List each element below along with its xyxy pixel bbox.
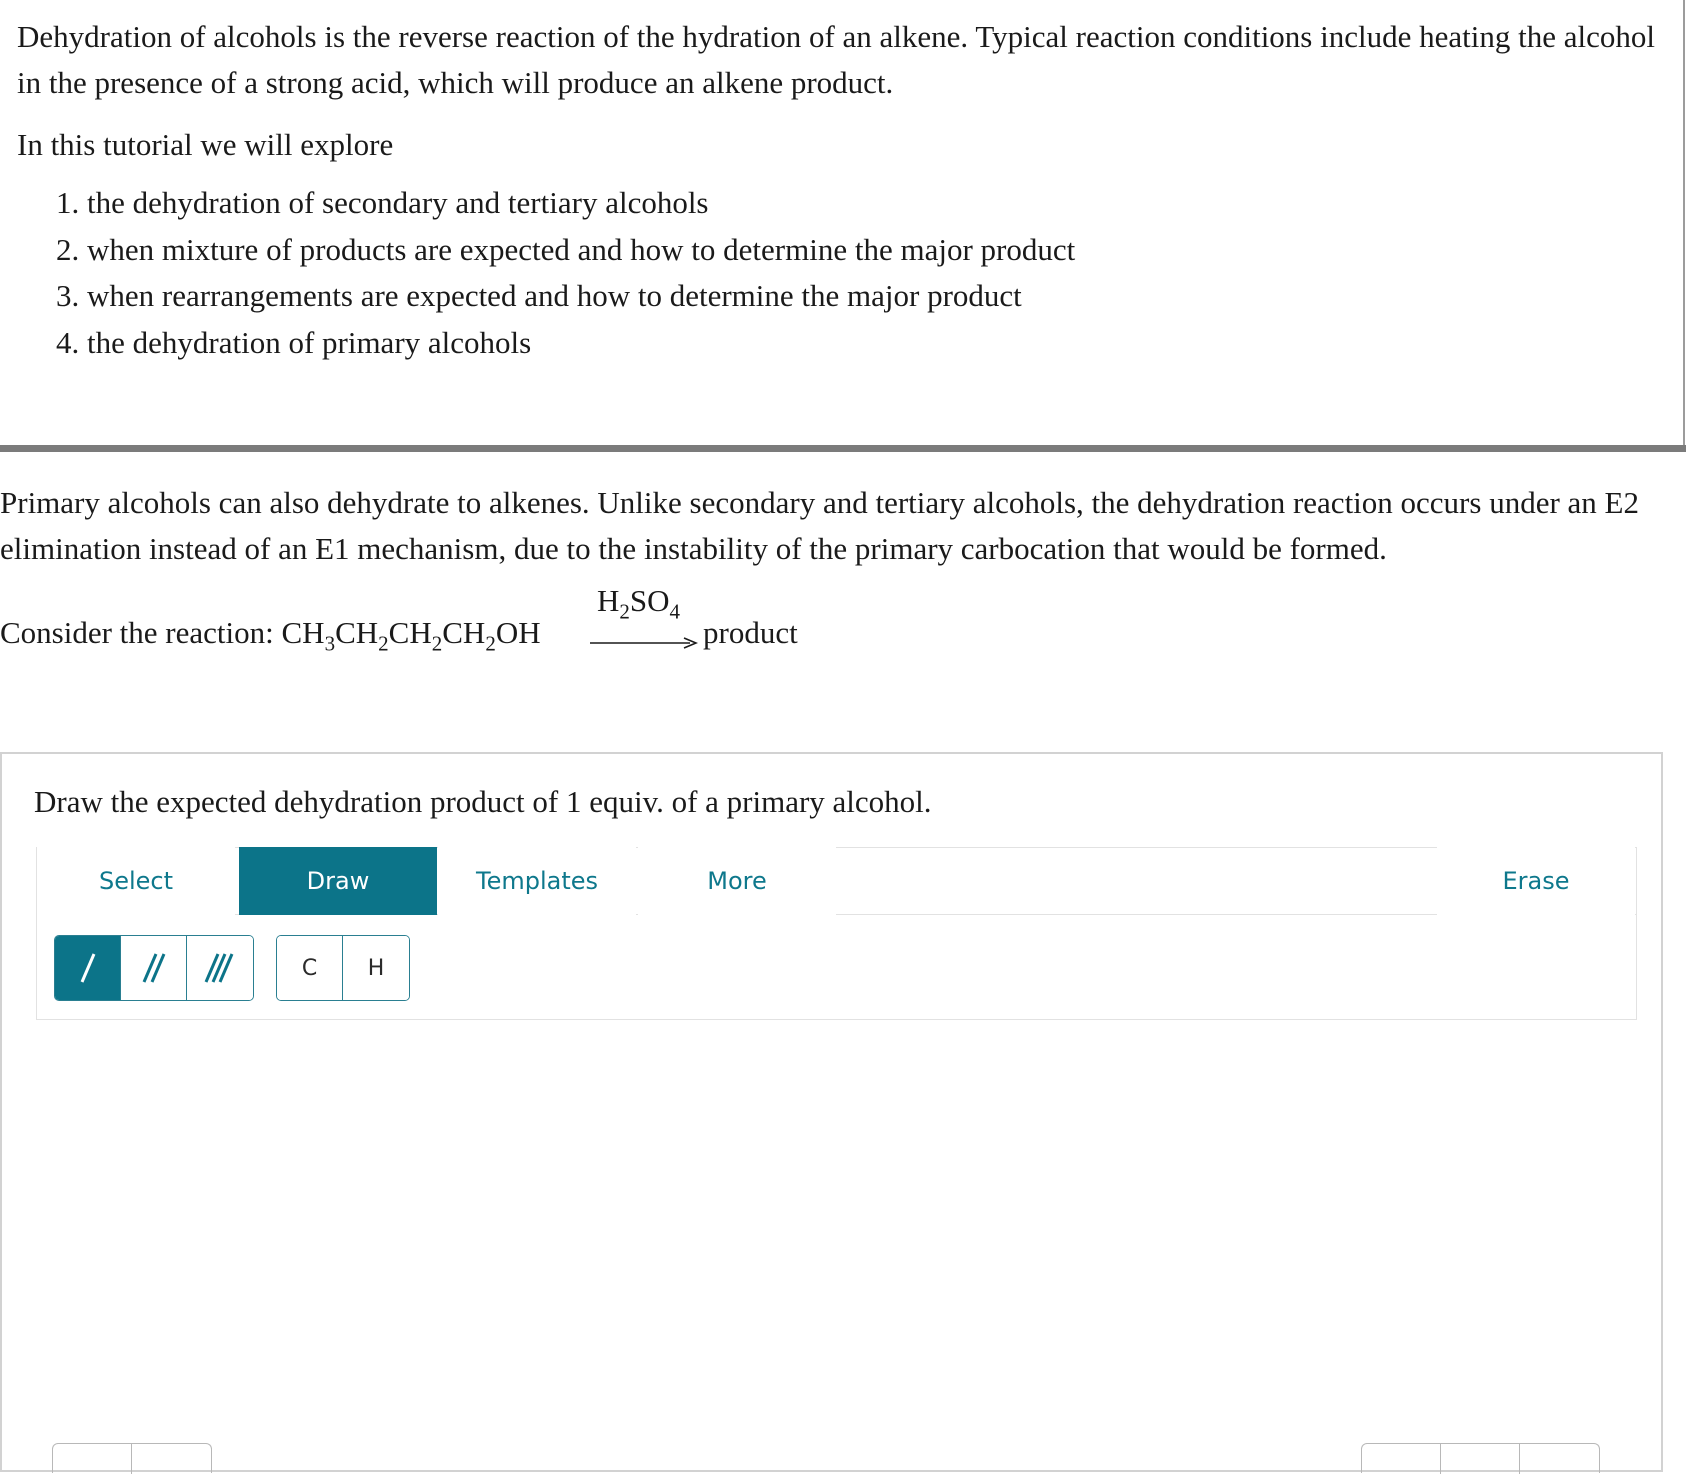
reaction-prefix: Consider the reaction: bbox=[0, 615, 282, 650]
formula-subscript: 4 bbox=[669, 599, 681, 624]
reagent-formula bbox=[597, 583, 681, 624]
toolbar-button[interactable] bbox=[1362, 1444, 1441, 1474]
triple-bond-tool[interactable] bbox=[187, 936, 253, 1000]
tab-templates[interactable]: Templates bbox=[438, 847, 636, 915]
formula-subscript: 2 bbox=[431, 631, 443, 656]
formula-group: SO bbox=[629, 583, 670, 618]
section-paragraph: Primary alcohols can also dehydrate to alkenes. Unlike secondary and tertiary alcohols, the dehydration reaction occurs under an E2 elimination instead of an E1 mechanism, due to the instability of the primary carbocation that would be formed. bbox=[0, 485, 1639, 566]
formula-subscript: 2 bbox=[619, 599, 630, 624]
formula-group: OH bbox=[495, 615, 541, 650]
formula-group: CH bbox=[335, 615, 379, 650]
formula-subscript: 2 bbox=[378, 631, 389, 656]
editor-tool-area bbox=[36, 915, 1637, 1020]
single-bond-icon bbox=[73, 950, 103, 986]
toolbar-button[interactable] bbox=[53, 1444, 132, 1474]
list-item: 2. when mixture of products are expected and how to determine the major product bbox=[56, 231, 1076, 267]
double-bond-tool[interactable] bbox=[121, 936, 187, 1000]
reaction-arrow-icon bbox=[590, 636, 698, 650]
toolbar-button[interactable] bbox=[132, 1444, 211, 1474]
reaction-product: product bbox=[703, 615, 798, 650]
intro-block bbox=[17, 12, 1657, 366]
intro-paragraph: Dehydration of alcohols is the reverse reaction of the hydration of an alkene. Typical reaction conditions include heating the alcohol in the presence of a strong acid, which will produce an alkene product. bbox=[17, 19, 1655, 100]
erase-button[interactable]: Erase bbox=[1437, 847, 1635, 915]
toolbar-button[interactable] bbox=[1520, 1444, 1599, 1474]
reaction-left-side bbox=[0, 615, 541, 656]
formula-group: CH bbox=[442, 615, 486, 650]
explore-heading: In this tutorial we will explore bbox=[17, 127, 394, 162]
formula-group: CH bbox=[281, 615, 325, 650]
bond-tool-group bbox=[54, 935, 254, 1001]
question-card bbox=[0, 752, 1663, 1472]
bottom-left-toolbar bbox=[52, 1443, 212, 1473]
right-edge-rule bbox=[1683, 0, 1685, 447]
list-item: 3. when rearrangements are expected and how to determine the major product bbox=[56, 278, 1022, 313]
bottom-right-toolbar bbox=[1361, 1443, 1600, 1473]
section-divider bbox=[0, 445, 1686, 452]
formula-group: H bbox=[597, 583, 620, 618]
tab-draw[interactable]: Draw bbox=[239, 847, 437, 915]
list-item: 1. the dehydration of secondary and tertiary alcohols bbox=[56, 185, 709, 220]
formula-subscript: 3 bbox=[324, 631, 336, 656]
formula-group: CH bbox=[388, 615, 432, 650]
hydrogen-atom-tool[interactable]: H bbox=[343, 936, 409, 1000]
toolbar-button[interactable] bbox=[1441, 1444, 1520, 1474]
question-prompt: Draw the expected dehydration product of 1 equiv. of a primary alcohol. bbox=[34, 784, 932, 819]
primary-alcohol-section bbox=[0, 480, 1680, 572]
carbon-atom-tool[interactable]: C bbox=[277, 936, 343, 1000]
double-bond-icon bbox=[139, 950, 169, 986]
topic-list bbox=[56, 180, 1657, 366]
formula-subscript: 2 bbox=[485, 631, 496, 656]
editor-tab-bar bbox=[36, 847, 1637, 915]
single-bond-tool[interactable] bbox=[55, 936, 121, 1000]
tab-more[interactable]: More bbox=[638, 847, 836, 915]
atom-tool-group bbox=[276, 935, 410, 1001]
list-item: 4. the dehydration of primary alcohols bbox=[56, 324, 532, 360]
tab-select[interactable]: Select bbox=[37, 847, 235, 915]
reactant-formula bbox=[281, 615, 541, 656]
triple-bond-icon bbox=[203, 950, 237, 986]
